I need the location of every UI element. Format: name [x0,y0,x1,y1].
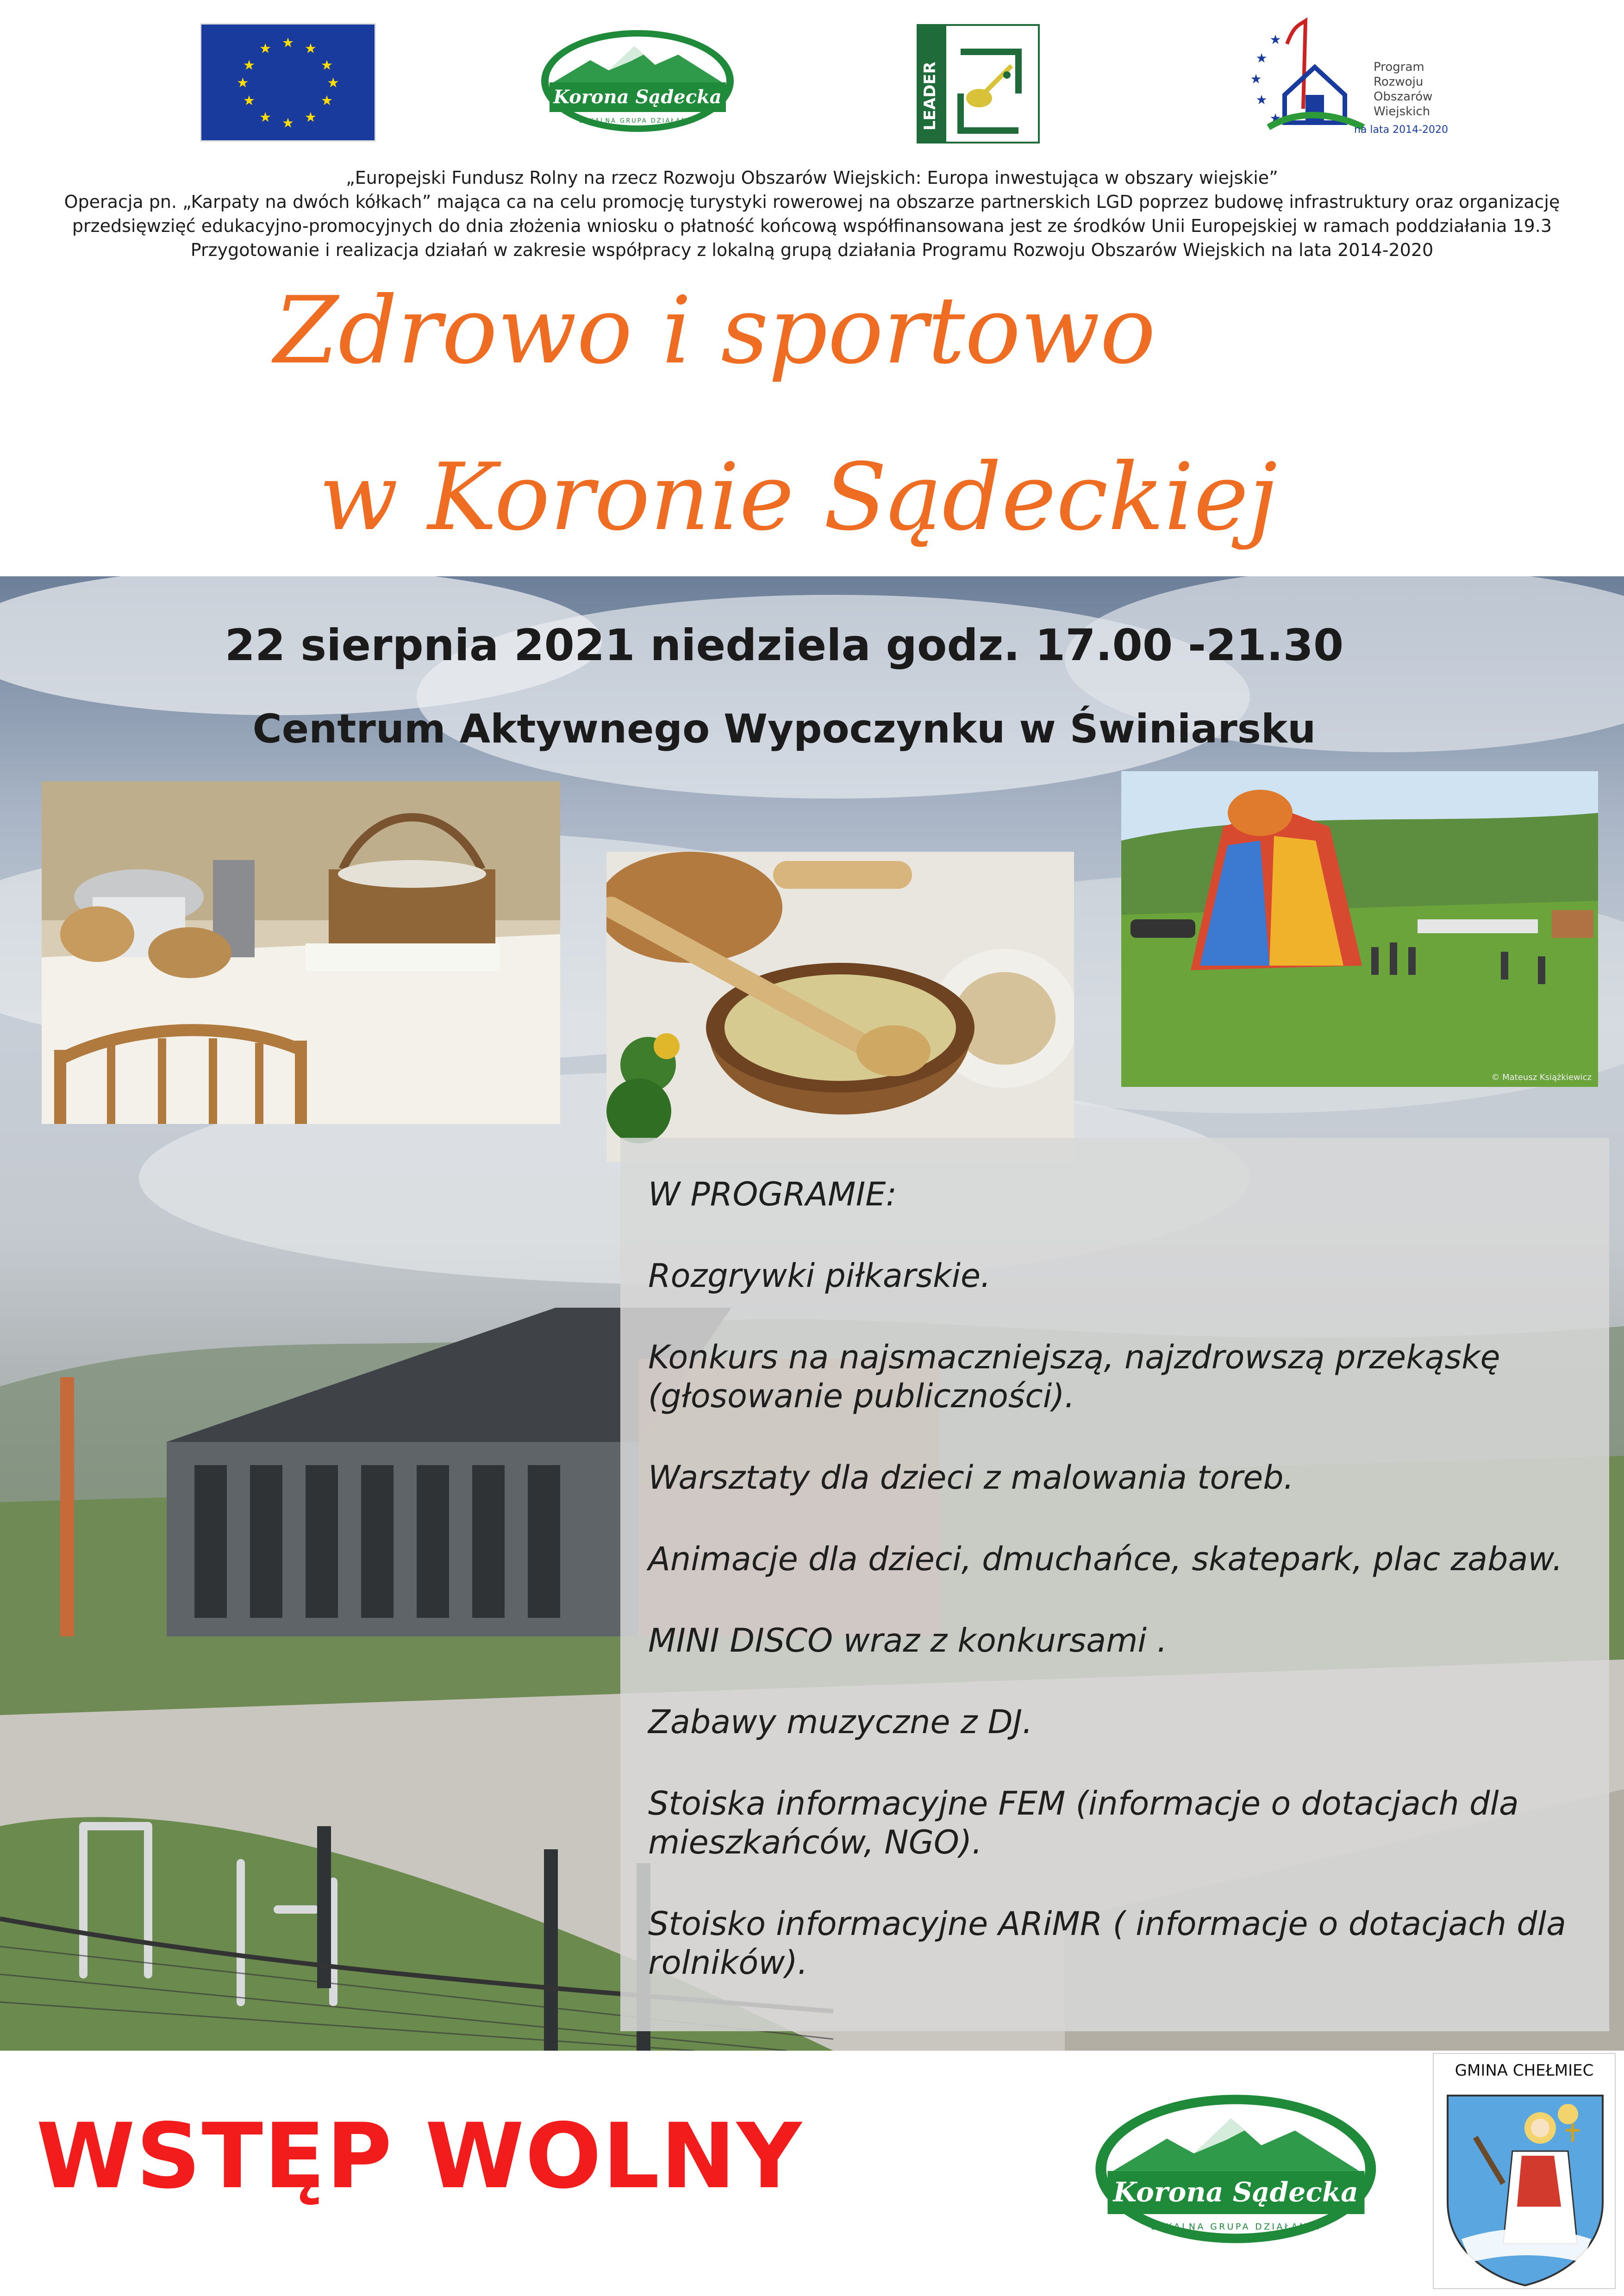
leader-logo [917,24,1040,144]
svg-text:★: ★ [1255,92,1268,107]
program-item: Warsztaty dla dzieci z malowania toreb. [648,1459,1294,1497]
svg-text:LOKALNA GRUPA DZIAŁANIA: LOKALNA GRUPA DZIAŁANIA [1150,2221,1321,2232]
svg-text:★: ★ [259,40,272,56]
svg-text:★: ★ [1269,32,1281,47]
svg-text:Obszarów: Obszarów [1374,90,1433,104]
svg-text:LEADER: LEADER [921,62,939,131]
svg-text:★: ★ [243,57,256,73]
svg-text:★: ★ [281,34,294,50]
svg-text:Wiejskich: Wiejskich [1374,105,1430,119]
svg-text:★: ★ [320,92,333,108]
funding-line-3: przedsięwzięć edukacyjno-promocyjnych do dnia złożenia wniosku o płatność końcową współfinansowana jest ze środków Unii Europejskiej w ramach poddziałania 19.3 [72,216,1552,236]
svg-text:Program: Program [1374,60,1424,74]
svg-text:★: ★ [327,75,339,91]
eu-flag-logo [200,23,376,142]
program-item: Rozgrywki piłkarskie. [648,1257,991,1295]
korona-logo-name: Korona Sądecka [553,86,722,108]
svg-text:★: ★ [281,115,294,131]
prow-logo [1229,16,1461,144]
svg-text:★: ★ [320,57,333,73]
funding-statement [9,166,1615,262]
photo-credit: © Mateusz Książkiewicz [1491,1073,1592,1082]
photo-festive-table [42,781,560,1124]
svg-text:LOKALNA GRUPA DZIAŁANIA: LOKALNA GRUPA DZIAŁANIA [579,118,696,125]
funding-line-1: „Europejski Fundusz Rolny na rzecz Rozwoju Obszarów Wiejskich: Europa inwestująca w obszary wiejskie” [346,168,1278,188]
svg-text:na lata 2014-2020: na lata 2014-2020 [1354,124,1449,136]
event-venue: Centrum Aktywnego Wypoczynku w Świniarsku [252,706,1316,752]
event-date: 22 sierpnia 2021 niedziela godz. 17.00 -21.30 [225,620,1344,671]
photo-inflatable-slide [1121,771,1598,1087]
svg-text:★: ★ [1255,50,1268,66]
svg-text:Rozwoju: Rozwoju [1374,75,1424,89]
program-heading: W PROGRAMIE: [648,1175,897,1213]
svg-text:★: ★ [1269,111,1281,126]
funding-line-4: Przygotowanie i realizacja działań w zakresie współpracy z lokalną grupą działania Programu Rozwoju Obszarów Wiejskich na lata 2014-2020 [190,240,1434,260]
gmina-chelmiec-coat-of-arms [1433,2053,1616,2289]
svg-text:Korona Sądecka: Korona Sądecka [1113,2176,1358,2208]
program-panel [620,1138,1609,2031]
svg-text:★: ★ [304,109,317,125]
gmina-name: GMINA CHEŁMIEC [1455,2061,1594,2080]
svg-text:★: ★ [237,75,249,91]
svg-text:★: ★ [243,92,256,108]
page-title-line-2: w Koronie Sądeckiej [319,443,1278,551]
photo-soup-bowl [606,852,1074,1162]
funding-line-2: Operacja pn. „Karpaty na dwóch kółkach” mająca ca na celu promocję turystyki rowerowej na obszarze partnerskich LGD poprzez budowę infrastruktury oraz organizację [64,192,1560,212]
svg-text:★: ★ [304,40,317,56]
program-item: Konkurs na najsmaczniejszą, najzdrowszą przekąskę (głosowanie publiczności). [648,1338,1500,1415]
program-item: Zabawy muzyczne z DJ. [648,1703,1033,1741]
program-item: Stoiska informacyjne FEM (informacje o dotacjach dla mieszkańców, NGO). [648,1784,1519,1861]
korona-sadecka-logo-bottom [1090,2091,1382,2246]
free-admission-label: WSTĘP WOLNY [36,2104,803,2209]
korona-sadecka-logo-top [539,28,736,134]
page-title-line-1: Zdrowo i sportowo [274,277,1156,385]
program-item: Animacje dla dzieci, dmuchańce, skatepark, plac zabaw. [648,1540,1563,1578]
eu-stars-icon [201,25,375,140]
svg-text:★: ★ [1250,71,1262,87]
svg-text:★: ★ [259,109,272,125]
program-item: Stoisko informacyjne ARiMR ( informacje o dotacjach dla rolników). [648,1905,1567,1982]
program-item: MINI DISCO wraz z konkursami . [648,1622,1168,1660]
coat-of-arms-icon [1434,2086,1617,2288]
